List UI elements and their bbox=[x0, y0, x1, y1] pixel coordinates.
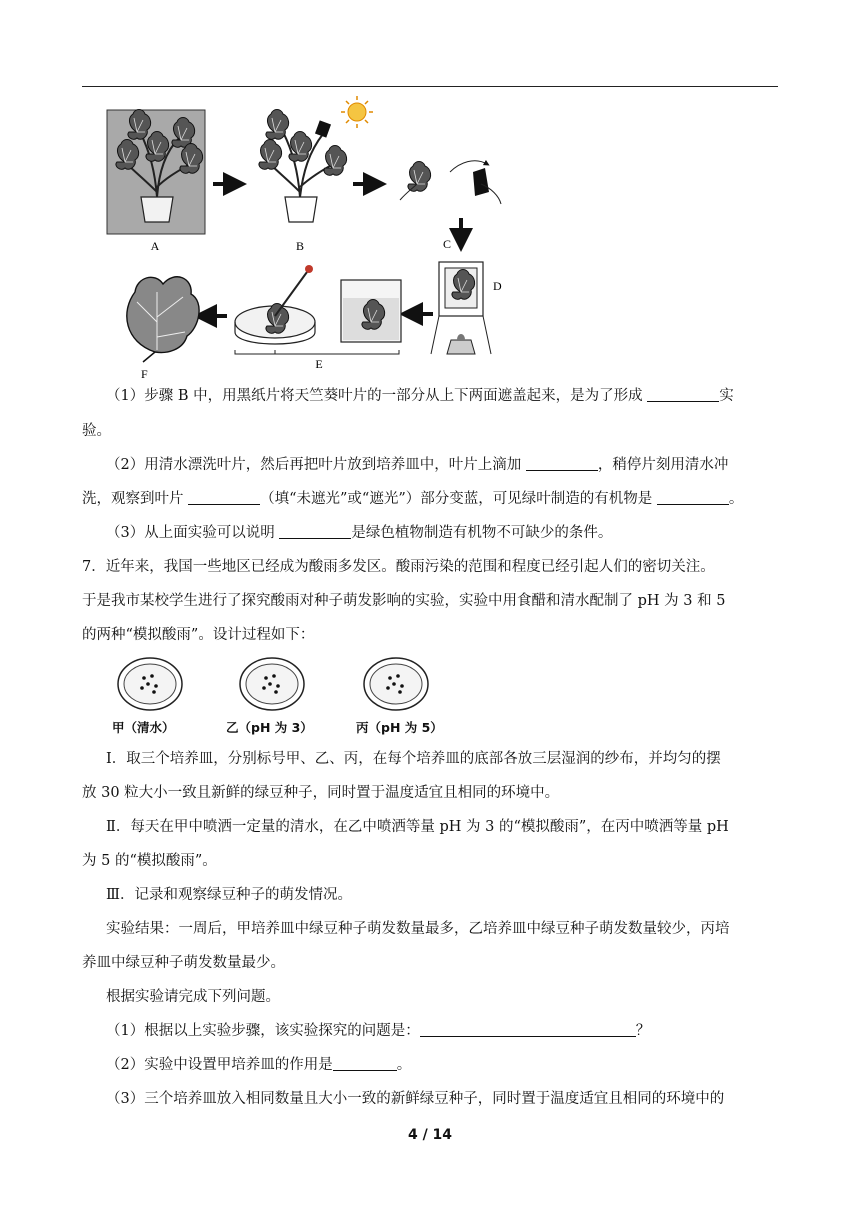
q6-sub1-cont: 验。 bbox=[82, 423, 111, 439]
q7-step2-line1: Ⅱ．每天在甲中喷洒一定量的清水，在乙中喷洒等量 pH 为 3 的“模拟酸雨”，在丙中喷洒等量 pH bbox=[106, 819, 729, 835]
dish-bing-icon bbox=[364, 658, 428, 710]
q7-sub1 bbox=[106, 1022, 650, 1040]
q7-step1-line1: Ⅰ．取三个培养皿，分别标号甲、乙、丙，在每个培养皿的底部各放三层湿润的纱布，并均匀的摆 bbox=[106, 751, 721, 767]
answer-blank[interactable] bbox=[333, 1056, 397, 1071]
q7-result-line2: 养皿中绿豆种子萌发数量最少。 bbox=[82, 955, 285, 971]
starch-experiment-figure bbox=[95, 92, 525, 384]
q6-sub3 bbox=[106, 524, 612, 542]
q6-sub2-cont bbox=[82, 490, 743, 508]
q6-sub2-text: （2）用清水漂洗叶片，然后再把叶片放到培养皿中，叶片上滴加 bbox=[106, 457, 526, 473]
dish-label-bing: 丙（pH 为 5） bbox=[356, 720, 443, 735]
dish-label-jia: 甲（清水） bbox=[112, 720, 175, 735]
q6-sub2-tail: ，稍停片刻用清水冲 bbox=[597, 457, 729, 473]
answer-blank[interactable] bbox=[657, 490, 729, 505]
label-f: F bbox=[141, 367, 148, 381]
q7-intro-line2: 于是我市某校学生进行了探究酸雨对种子萌发影响的实验，实验中用食醋和清水配制了 pH 为 3 和 5 bbox=[82, 593, 726, 609]
bracket-e bbox=[235, 350, 399, 354]
label-a: A bbox=[150, 239, 160, 253]
q6-sub2-text2: 洗，观察到叶片 bbox=[82, 491, 189, 507]
q6-sub1 bbox=[106, 387, 734, 405]
q7-result-line1: 实验结果：一周后，甲培养皿中绿豆种子萌发数量最多，乙培养皿中绿豆种子萌发数量较少，丙培 bbox=[106, 921, 730, 937]
q7-intro-line3: 的两种“模拟酸雨”。设计过程如下： bbox=[82, 627, 315, 643]
dish-jia-icon bbox=[118, 658, 182, 710]
label-c: C bbox=[443, 237, 452, 251]
answer-blank[interactable] bbox=[188, 490, 260, 505]
label-b: B bbox=[295, 239, 305, 253]
q7-step3: Ⅲ．记录和观察绿豆种子的萌发情况。 bbox=[106, 887, 352, 903]
q7-sub1-end: ？ bbox=[635, 1023, 651, 1039]
plant-b-icon bbox=[259, 110, 347, 223]
q6-sub1-text: （1）步骤 B 中，用黑纸片将天竺葵叶片的一部分从上下两面遮盖起来，是为了形成 bbox=[106, 388, 648, 404]
q7-sub2-text: （2）实验中设置甲培养皿的作用是 bbox=[106, 1057, 333, 1073]
q6-sub2 bbox=[106, 456, 728, 474]
q7-sub2-end: 。 bbox=[396, 1057, 412, 1073]
q7-sub1-text: （1）根据以上实验步骤，该实验探究的问题是： bbox=[106, 1023, 420, 1039]
answer-blank[interactable] bbox=[526, 456, 598, 471]
stained-leaf-icon bbox=[127, 277, 199, 362]
answer-blank[interactable] bbox=[420, 1022, 636, 1037]
leaf-removal-icon bbox=[400, 161, 501, 204]
water-bath-heater-icon bbox=[431, 262, 491, 354]
q6-sub1-tail: 实 bbox=[719, 388, 734, 404]
q6-sub2-end: 。 bbox=[728, 491, 744, 507]
q7-step1-line2: 放 30 粒大小一致且新鲜的绿豆种子，同时置于温度适宜且相同的环境中。 bbox=[82, 785, 560, 801]
q6-sub3-tail: 是绿色植物制造有机物不可缺少的条件。 bbox=[351, 525, 613, 541]
q7-intro-line1: 7．近年来，我国一些地区已经成为酸雨多发区。酸雨污染的范围和程度已经引起人们的密切关注。 bbox=[82, 559, 715, 575]
q7-step2-line2: 为 5 的“模拟酸雨”。 bbox=[82, 853, 217, 869]
dish-yi-icon bbox=[240, 658, 304, 710]
petri-dish-and-beaker-icon bbox=[235, 265, 401, 344]
header-rule bbox=[82, 86, 778, 87]
q6-sub3-text: （3）从上面实验可以说明 bbox=[106, 525, 280, 541]
q6-sub2-text3: （填“未遮光”或“遮光”）部分变蓝，可见绿叶制造的有机物是 bbox=[260, 491, 657, 507]
label-d: D bbox=[493, 279, 502, 293]
petri-dishes-figure bbox=[110, 652, 450, 722]
q7-sub3: （3）三个培养皿放入相同数量且大小一致的新鲜绿豆种子，同时置于温度适宜且相同的环境中的 bbox=[106, 1091, 725, 1107]
dish-label-yi: 乙（pH 为 3） bbox=[226, 720, 313, 735]
page-number: 4 / 14 bbox=[407, 1127, 453, 1143]
answer-blank[interactable] bbox=[279, 524, 351, 539]
q7-sub2 bbox=[106, 1056, 411, 1074]
answer-blank[interactable] bbox=[647, 387, 719, 402]
sun-icon bbox=[341, 96, 373, 128]
q7-ask: 根据实验请完成下列问题。 bbox=[106, 989, 280, 1005]
label-e: E bbox=[315, 357, 323, 371]
